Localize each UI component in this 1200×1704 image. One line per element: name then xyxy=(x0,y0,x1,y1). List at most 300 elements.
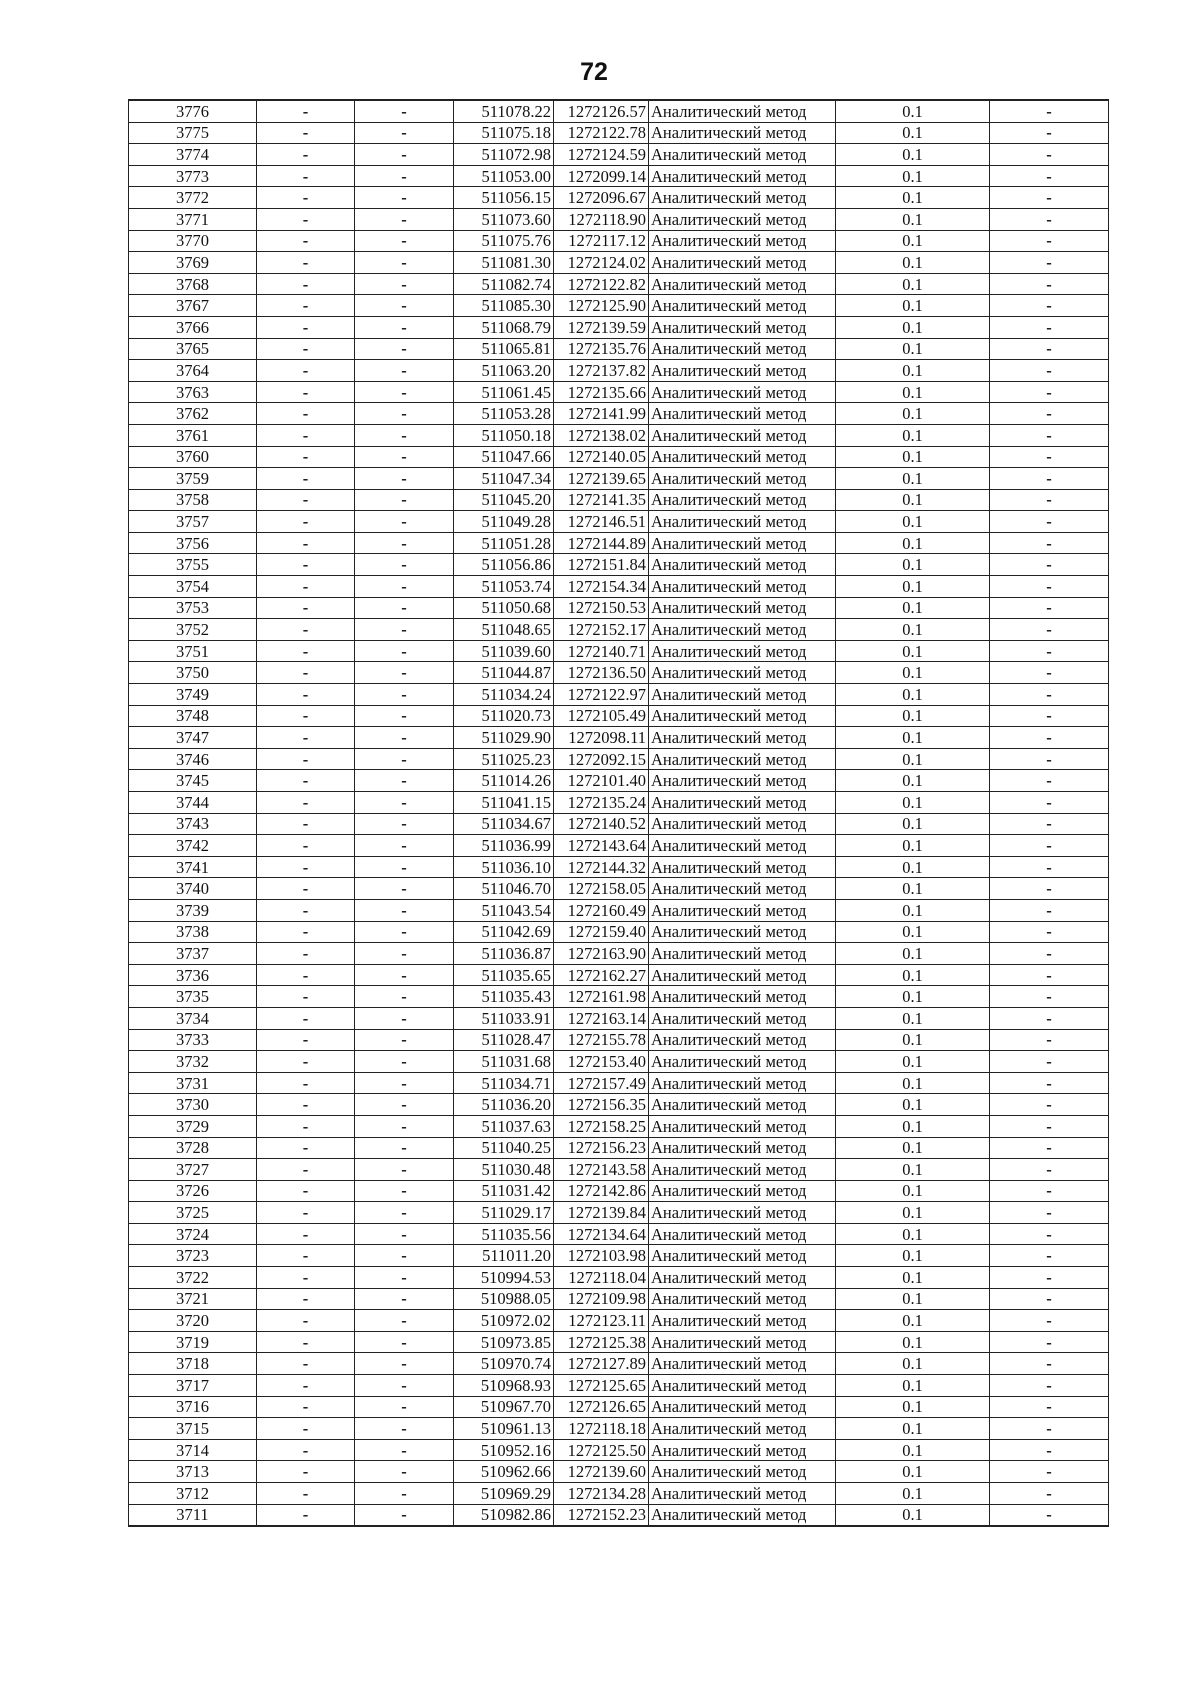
method-cell: Аналитический метод xyxy=(649,1180,836,1202)
empty-value-cell: - xyxy=(257,381,355,403)
empty-value-cell: - xyxy=(990,1483,1109,1505)
table-row xyxy=(129,1461,1109,1483)
method-cell: Аналитический метод xyxy=(649,1353,836,1375)
empty-value-cell: - xyxy=(257,208,355,230)
empty-value-cell: - xyxy=(990,360,1109,382)
method-cell: Аналитический метод xyxy=(649,878,836,900)
x-coordinate-cell: 511061.45 xyxy=(454,381,554,403)
x-coordinate-cell: 511036.20 xyxy=(454,1094,554,1116)
empty-value-cell: - xyxy=(257,727,355,749)
point-number-cell: 3729 xyxy=(129,1115,257,1137)
table-row xyxy=(129,554,1109,576)
accuracy-cell: 0.1 xyxy=(836,1137,990,1159)
method-cell: Аналитический метод xyxy=(649,489,836,511)
accuracy-cell: 0.1 xyxy=(836,1375,990,1397)
empty-value-cell: - xyxy=(990,489,1109,511)
accuracy-cell: 0.1 xyxy=(836,381,990,403)
empty-value-cell: - xyxy=(257,187,355,209)
empty-value-cell: - xyxy=(355,338,454,360)
method-cell: Аналитический метод xyxy=(649,144,836,166)
method-cell: Аналитический метод xyxy=(649,1418,836,1440)
empty-value-cell: - xyxy=(257,899,355,921)
accuracy-cell: 0.1 xyxy=(836,316,990,338)
y-coordinate-cell: 1272140.71 xyxy=(554,640,649,662)
accuracy-cell: 0.1 xyxy=(836,943,990,965)
empty-value-cell: - xyxy=(990,338,1109,360)
empty-value-cell: - xyxy=(355,1418,454,1440)
empty-value-cell: - xyxy=(355,532,454,554)
y-coordinate-cell: 1272139.84 xyxy=(554,1202,649,1224)
table-row xyxy=(129,100,1109,122)
empty-value-cell: - xyxy=(257,144,355,166)
empty-value-cell: - xyxy=(257,1007,355,1029)
table-row xyxy=(129,208,1109,230)
empty-value-cell: - xyxy=(355,122,454,144)
y-coordinate-cell: 1272154.34 xyxy=(554,576,649,598)
table-row xyxy=(129,1331,1109,1353)
accuracy-cell: 0.1 xyxy=(836,1223,990,1245)
y-coordinate-cell: 1272135.76 xyxy=(554,338,649,360)
point-number-cell: 3776 xyxy=(129,100,257,122)
method-cell: Аналитический метод xyxy=(649,770,836,792)
accuracy-cell: 0.1 xyxy=(836,1202,990,1224)
x-coordinate-cell: 510982.86 xyxy=(454,1504,554,1526)
y-coordinate-cell: 1272151.84 xyxy=(554,554,649,576)
accuracy-cell: 0.1 xyxy=(836,144,990,166)
accuracy-cell: 0.1 xyxy=(836,792,990,814)
method-cell: Аналитический метод xyxy=(649,295,836,317)
method-cell: Аналитический метод xyxy=(649,792,836,814)
point-number-cell: 3734 xyxy=(129,1007,257,1029)
method-cell: Аналитический метод xyxy=(649,1375,836,1397)
empty-value-cell: - xyxy=(257,1029,355,1051)
empty-value-cell: - xyxy=(990,1029,1109,1051)
table-row xyxy=(129,1029,1109,1051)
table-row xyxy=(129,122,1109,144)
empty-value-cell: - xyxy=(990,770,1109,792)
empty-value-cell: - xyxy=(257,684,355,706)
empty-value-cell: - xyxy=(355,1051,454,1073)
y-coordinate-cell: 1272098.11 xyxy=(554,727,649,749)
empty-value-cell: - xyxy=(355,856,454,878)
y-coordinate-cell: 1272137.82 xyxy=(554,360,649,382)
method-cell: Аналитический метод xyxy=(649,424,836,446)
x-coordinate-cell: 511014.26 xyxy=(454,770,554,792)
empty-value-cell: - xyxy=(990,684,1109,706)
table-row xyxy=(129,532,1109,554)
x-coordinate-cell: 511034.24 xyxy=(454,684,554,706)
accuracy-cell: 0.1 xyxy=(836,1007,990,1029)
x-coordinate-cell: 510994.53 xyxy=(454,1267,554,1289)
x-coordinate-cell: 511036.99 xyxy=(454,835,554,857)
x-coordinate-cell: 511020.73 xyxy=(454,705,554,727)
accuracy-cell: 0.1 xyxy=(836,619,990,641)
empty-value-cell: - xyxy=(257,446,355,468)
y-coordinate-cell: 1272144.32 xyxy=(554,856,649,878)
accuracy-cell: 0.1 xyxy=(836,835,990,857)
empty-value-cell: - xyxy=(257,835,355,857)
empty-value-cell: - xyxy=(257,619,355,641)
empty-value-cell: - xyxy=(990,187,1109,209)
x-coordinate-cell: 511036.10 xyxy=(454,856,554,878)
empty-value-cell: - xyxy=(990,619,1109,641)
empty-value-cell: - xyxy=(990,748,1109,770)
y-coordinate-cell: 1272103.98 xyxy=(554,1245,649,1267)
empty-value-cell: - xyxy=(257,1072,355,1094)
point-number-cell: 3757 xyxy=(129,511,257,533)
x-coordinate-cell: 511034.71 xyxy=(454,1072,554,1094)
accuracy-cell: 0.1 xyxy=(836,770,990,792)
empty-value-cell: - xyxy=(355,662,454,684)
empty-value-cell: - xyxy=(257,1439,355,1461)
empty-value-cell: - xyxy=(355,252,454,274)
empty-value-cell: - xyxy=(990,468,1109,490)
empty-value-cell: - xyxy=(355,597,454,619)
empty-value-cell: - xyxy=(257,468,355,490)
accuracy-cell: 0.1 xyxy=(836,252,990,274)
table-row xyxy=(129,1051,1109,1073)
point-number-cell: 3747 xyxy=(129,727,257,749)
empty-value-cell: - xyxy=(355,705,454,727)
point-number-cell: 3733 xyxy=(129,1029,257,1051)
empty-value-cell: - xyxy=(355,100,454,122)
x-coordinate-cell: 511075.18 xyxy=(454,122,554,144)
empty-value-cell: - xyxy=(257,1396,355,1418)
point-number-cell: 3715 xyxy=(129,1418,257,1440)
empty-value-cell: - xyxy=(355,1094,454,1116)
table-row xyxy=(129,165,1109,187)
empty-value-cell: - xyxy=(257,662,355,684)
table-row xyxy=(129,813,1109,835)
method-cell: Аналитический метод xyxy=(649,576,836,598)
empty-value-cell: - xyxy=(990,295,1109,317)
table-row xyxy=(129,705,1109,727)
accuracy-cell: 0.1 xyxy=(836,1267,990,1289)
table-row xyxy=(129,1418,1109,1440)
empty-value-cell: - xyxy=(355,1223,454,1245)
empty-value-cell: - xyxy=(257,338,355,360)
point-number-cell: 3719 xyxy=(129,1331,257,1353)
point-number-cell: 3763 xyxy=(129,381,257,403)
x-coordinate-cell: 511047.66 xyxy=(454,446,554,468)
x-coordinate-cell: 511051.28 xyxy=(454,532,554,554)
point-number-cell: 3712 xyxy=(129,1483,257,1505)
accuracy-cell: 0.1 xyxy=(836,1483,990,1505)
accuracy-cell: 0.1 xyxy=(836,597,990,619)
table-row xyxy=(129,1115,1109,1137)
table-row xyxy=(129,856,1109,878)
empty-value-cell: - xyxy=(257,316,355,338)
accuracy-cell: 0.1 xyxy=(836,1245,990,1267)
empty-value-cell: - xyxy=(990,986,1109,1008)
x-coordinate-cell: 511035.56 xyxy=(454,1223,554,1245)
point-number-cell: 3774 xyxy=(129,144,257,166)
table-row xyxy=(129,662,1109,684)
empty-value-cell: - xyxy=(257,705,355,727)
y-coordinate-cell: 1272158.25 xyxy=(554,1115,649,1137)
empty-value-cell: - xyxy=(257,424,355,446)
empty-value-cell: - xyxy=(990,1072,1109,1094)
accuracy-cell: 0.1 xyxy=(836,424,990,446)
x-coordinate-cell: 511029.90 xyxy=(454,727,554,749)
y-coordinate-cell: 1272140.52 xyxy=(554,813,649,835)
empty-value-cell: - xyxy=(990,943,1109,965)
empty-value-cell: - xyxy=(355,1483,454,1505)
y-coordinate-cell: 1272143.58 xyxy=(554,1159,649,1181)
y-coordinate-cell: 1272127.89 xyxy=(554,1353,649,1375)
method-cell: Аналитический метод xyxy=(649,597,836,619)
accuracy-cell: 0.1 xyxy=(836,1051,990,1073)
table-row xyxy=(129,1180,1109,1202)
method-cell: Аналитический метод xyxy=(649,813,836,835)
accuracy-cell: 0.1 xyxy=(836,727,990,749)
x-coordinate-cell: 511035.65 xyxy=(454,964,554,986)
empty-value-cell: - xyxy=(990,856,1109,878)
method-cell: Аналитический метод xyxy=(649,684,836,706)
empty-value-cell: - xyxy=(990,208,1109,230)
method-cell: Аналитический метод xyxy=(649,1115,836,1137)
point-number-cell: 3760 xyxy=(129,446,257,468)
y-coordinate-cell: 1272118.04 xyxy=(554,1267,649,1289)
table-row xyxy=(129,316,1109,338)
x-coordinate-cell: 511035.43 xyxy=(454,986,554,1008)
empty-value-cell: - xyxy=(257,1310,355,1332)
empty-value-cell: - xyxy=(990,1007,1109,1029)
x-coordinate-cell: 511075.76 xyxy=(454,230,554,252)
empty-value-cell: - xyxy=(355,144,454,166)
empty-value-cell: - xyxy=(990,1396,1109,1418)
table-row xyxy=(129,511,1109,533)
empty-value-cell: - xyxy=(355,1115,454,1137)
x-coordinate-cell: 511036.87 xyxy=(454,943,554,965)
point-number-cell: 3720 xyxy=(129,1310,257,1332)
accuracy-cell: 0.1 xyxy=(836,986,990,1008)
empty-value-cell: - xyxy=(990,1504,1109,1526)
empty-value-cell: - xyxy=(257,1094,355,1116)
empty-value-cell: - xyxy=(257,165,355,187)
point-number-cell: 3761 xyxy=(129,424,257,446)
empty-value-cell: - xyxy=(257,921,355,943)
table-row xyxy=(129,1267,1109,1289)
empty-value-cell: - xyxy=(990,792,1109,814)
empty-value-cell: - xyxy=(257,252,355,274)
method-cell: Аналитический метод xyxy=(649,273,836,295)
empty-value-cell: - xyxy=(257,1483,355,1505)
empty-value-cell: - xyxy=(355,943,454,965)
method-cell: Аналитический метод xyxy=(649,1461,836,1483)
table-row xyxy=(129,1504,1109,1526)
empty-value-cell: - xyxy=(990,1461,1109,1483)
empty-value-cell: - xyxy=(355,187,454,209)
accuracy-cell: 0.1 xyxy=(836,705,990,727)
table-row xyxy=(129,1396,1109,1418)
accuracy-cell: 0.1 xyxy=(836,468,990,490)
empty-value-cell: - xyxy=(990,727,1109,749)
empty-value-cell: - xyxy=(990,1353,1109,1375)
y-coordinate-cell: 1272139.65 xyxy=(554,468,649,490)
empty-value-cell: - xyxy=(990,640,1109,662)
y-coordinate-cell: 1272150.53 xyxy=(554,597,649,619)
point-number-cell: 3724 xyxy=(129,1223,257,1245)
empty-value-cell: - xyxy=(257,964,355,986)
method-cell: Аналитический метод xyxy=(649,1137,836,1159)
empty-value-cell: - xyxy=(257,792,355,814)
table-row xyxy=(129,1159,1109,1181)
empty-value-cell: - xyxy=(257,640,355,662)
empty-value-cell: - xyxy=(355,835,454,857)
empty-value-cell: - xyxy=(257,1267,355,1289)
empty-value-cell: - xyxy=(355,770,454,792)
point-number-cell: 3775 xyxy=(129,122,257,144)
accuracy-cell: 0.1 xyxy=(836,813,990,835)
empty-value-cell: - xyxy=(355,1267,454,1289)
empty-value-cell: - xyxy=(355,1439,454,1461)
point-number-cell: 3721 xyxy=(129,1288,257,1310)
empty-value-cell: - xyxy=(355,1245,454,1267)
accuracy-cell: 0.1 xyxy=(836,1461,990,1483)
x-coordinate-cell: 511028.47 xyxy=(454,1029,554,1051)
empty-value-cell: - xyxy=(990,424,1109,446)
x-coordinate-cell: 511037.63 xyxy=(454,1115,554,1137)
x-coordinate-cell: 511053.28 xyxy=(454,403,554,425)
empty-value-cell: - xyxy=(990,165,1109,187)
empty-value-cell: - xyxy=(355,1288,454,1310)
empty-value-cell: - xyxy=(257,489,355,511)
empty-value-cell: - xyxy=(355,1331,454,1353)
y-coordinate-cell: 1272117.12 xyxy=(554,230,649,252)
x-coordinate-cell: 511029.17 xyxy=(454,1202,554,1224)
method-cell: Аналитический метод xyxy=(649,1051,836,1073)
y-coordinate-cell: 1272141.99 xyxy=(554,403,649,425)
table-row xyxy=(129,403,1109,425)
empty-value-cell: - xyxy=(355,360,454,382)
x-coordinate-cell: 511072.98 xyxy=(454,144,554,166)
point-number-cell: 3718 xyxy=(129,1353,257,1375)
empty-value-cell: - xyxy=(355,295,454,317)
accuracy-cell: 0.1 xyxy=(836,1310,990,1332)
table-row xyxy=(129,921,1109,943)
y-coordinate-cell: 1272124.59 xyxy=(554,144,649,166)
y-coordinate-cell: 1272146.51 xyxy=(554,511,649,533)
empty-value-cell: - xyxy=(990,1245,1109,1267)
table-row xyxy=(129,619,1109,641)
point-number-cell: 3740 xyxy=(129,878,257,900)
point-number-cell: 3767 xyxy=(129,295,257,317)
empty-value-cell: - xyxy=(257,1137,355,1159)
method-cell: Аналитический метод xyxy=(649,1310,836,1332)
empty-value-cell: - xyxy=(990,899,1109,921)
point-number-cell: 3743 xyxy=(129,813,257,835)
empty-value-cell: - xyxy=(355,792,454,814)
x-coordinate-cell: 511011.20 xyxy=(454,1245,554,1267)
y-coordinate-cell: 1272152.23 xyxy=(554,1504,649,1526)
accuracy-cell: 0.1 xyxy=(836,1029,990,1051)
y-coordinate-cell: 1272123.11 xyxy=(554,1310,649,1332)
empty-value-cell: - xyxy=(257,1180,355,1202)
empty-value-cell: - xyxy=(355,1396,454,1418)
table-row xyxy=(129,1288,1109,1310)
empty-value-cell: - xyxy=(990,1202,1109,1224)
empty-value-cell: - xyxy=(257,1504,355,1526)
accuracy-cell: 0.1 xyxy=(836,856,990,878)
empty-value-cell: - xyxy=(257,878,355,900)
empty-value-cell: - xyxy=(355,165,454,187)
empty-value-cell: - xyxy=(990,1267,1109,1289)
empty-value-cell: - xyxy=(990,1137,1109,1159)
empty-value-cell: - xyxy=(355,316,454,338)
point-number-cell: 3759 xyxy=(129,468,257,490)
empty-value-cell: - xyxy=(355,748,454,770)
table-row xyxy=(129,1223,1109,1245)
table-row xyxy=(129,727,1109,749)
point-number-cell: 3723 xyxy=(129,1245,257,1267)
y-coordinate-cell: 1272126.65 xyxy=(554,1396,649,1418)
method-cell: Аналитический метод xyxy=(649,727,836,749)
point-number-cell: 3725 xyxy=(129,1202,257,1224)
point-number-cell: 3737 xyxy=(129,943,257,965)
y-coordinate-cell: 1272134.64 xyxy=(554,1223,649,1245)
method-cell: Аналитический метод xyxy=(649,446,836,468)
accuracy-cell: 0.1 xyxy=(836,576,990,598)
x-coordinate-cell: 510968.93 xyxy=(454,1375,554,1397)
page-number: 72 xyxy=(580,58,608,86)
method-cell: Аналитический метод xyxy=(649,662,836,684)
method-cell: Аналитический метод xyxy=(649,511,836,533)
accuracy-cell: 0.1 xyxy=(836,1288,990,1310)
empty-value-cell: - xyxy=(990,230,1109,252)
x-coordinate-cell: 510969.29 xyxy=(454,1483,554,1505)
empty-value-cell: - xyxy=(257,1159,355,1181)
point-number-cell: 3713 xyxy=(129,1461,257,1483)
y-coordinate-cell: 1272158.05 xyxy=(554,878,649,900)
empty-value-cell: - xyxy=(990,1375,1109,1397)
table-row xyxy=(129,424,1109,446)
accuracy-cell: 0.1 xyxy=(836,489,990,511)
point-number-cell: 3727 xyxy=(129,1159,257,1181)
y-coordinate-cell: 1272152.17 xyxy=(554,619,649,641)
table-row xyxy=(129,1245,1109,1267)
empty-value-cell: - xyxy=(355,1137,454,1159)
empty-value-cell: - xyxy=(990,1331,1109,1353)
y-coordinate-cell: 1272099.14 xyxy=(554,165,649,187)
y-coordinate-cell: 1272136.50 xyxy=(554,662,649,684)
empty-value-cell: - xyxy=(355,1504,454,1526)
empty-value-cell: - xyxy=(355,899,454,921)
empty-value-cell: - xyxy=(990,597,1109,619)
method-cell: Аналитический метод xyxy=(649,986,836,1008)
empty-value-cell: - xyxy=(257,597,355,619)
empty-value-cell: - xyxy=(257,576,355,598)
point-number-cell: 3739 xyxy=(129,899,257,921)
empty-value-cell: - xyxy=(355,1029,454,1051)
table-row xyxy=(129,360,1109,382)
y-coordinate-cell: 1272161.98 xyxy=(554,986,649,1008)
empty-value-cell: - xyxy=(990,446,1109,468)
x-coordinate-cell: 511068.79 xyxy=(454,316,554,338)
y-coordinate-cell: 1272163.90 xyxy=(554,943,649,965)
accuracy-cell: 0.1 xyxy=(836,1115,990,1137)
x-coordinate-cell: 510952.16 xyxy=(454,1439,554,1461)
y-coordinate-cell: 1272096.67 xyxy=(554,187,649,209)
accuracy-cell: 0.1 xyxy=(836,1072,990,1094)
y-coordinate-cell: 1272125.50 xyxy=(554,1439,649,1461)
accuracy-cell: 0.1 xyxy=(836,403,990,425)
table-row xyxy=(129,835,1109,857)
accuracy-cell: 0.1 xyxy=(836,1353,990,1375)
method-cell: Аналитический метод xyxy=(649,899,836,921)
empty-value-cell: - xyxy=(355,489,454,511)
y-coordinate-cell: 1272155.78 xyxy=(554,1029,649,1051)
